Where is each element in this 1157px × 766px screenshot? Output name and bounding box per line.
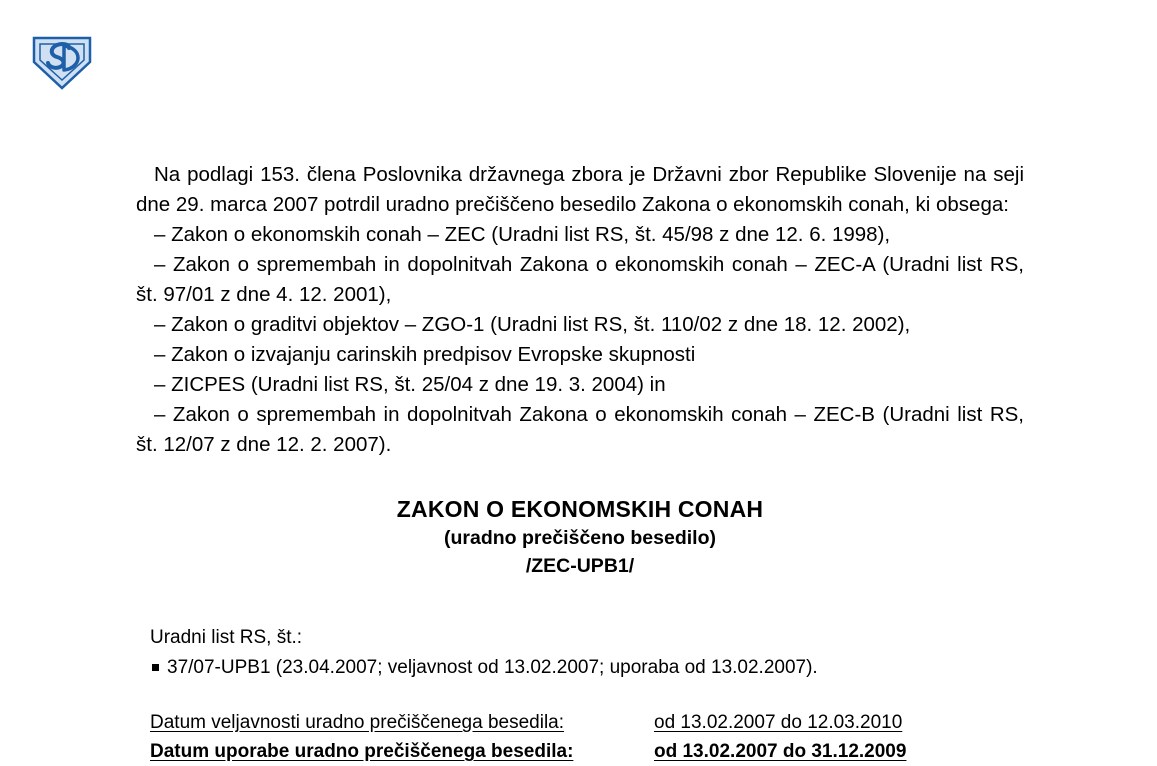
gazette-item xyxy=(150,654,1024,682)
list-item xyxy=(136,310,1024,340)
list-item-text: – Zakon o izvajanju carinskih predpisov Evropske skupnosti xyxy=(154,343,696,366)
intro-paragraph: Na podlagi 153. člena Poslovnika državnega zbora je Državni zbor Republike Slovenije na seji dne 29. marca 2007 potrdil uradno prečiščeno besedilo Zakona o ekonomskih conah, ki obsega: xyxy=(136,163,1024,216)
list-item-text: – Zakon o ekonomskih conah – ZEC (Uradni list RS, št. 45/98 z dne 12. 6. 1998), xyxy=(154,223,891,246)
title-subtitle: (uradno prečiščeno besedilo) xyxy=(444,527,716,549)
gazette-label: Uradni list RS, št.: xyxy=(150,627,303,648)
validity-date-value: od 13.02.2007 do 12.03.2010 xyxy=(654,712,903,733)
list-item xyxy=(136,400,1024,460)
list-item xyxy=(136,370,1024,400)
application-date-value: od 13.02.2007 do 31.12.2009 xyxy=(654,741,907,762)
application-date-label: Datum uporabe uradno prečiščenega besedila: xyxy=(150,741,574,762)
gazette-item-text: 37/07-UPB1 (23.04.2007; veljavnost od 13.02.2007; uporaba od 13.02.2007). xyxy=(167,657,818,678)
square-bullet-icon xyxy=(152,664,159,671)
dz-logo-icon xyxy=(24,28,100,94)
list-item xyxy=(136,220,1024,250)
gazette-block xyxy=(150,624,1024,682)
list-item xyxy=(136,340,1024,370)
title-code: /ZEC-UPB1/ xyxy=(525,555,635,577)
validity-date-label: Datum veljavnosti uradno prečiščenega besedila: xyxy=(150,712,565,733)
validity-dates xyxy=(150,708,1024,766)
application-date-row xyxy=(150,737,1024,766)
list-item-text: – ZICPES (Uradni list RS, št. 25/04 z dne 19. 3. 2004) in xyxy=(154,373,666,396)
title-block xyxy=(136,494,1024,580)
page-title: ZAKON O EKONOMSKIH CONAH xyxy=(396,496,764,522)
list-item xyxy=(136,250,1024,310)
document-body xyxy=(136,160,1024,766)
validity-date-row xyxy=(150,708,1024,737)
list-item-text: – Zakon o spremembah in dopolnitvah Zakona o ekonomskih conah – ZEC-B (Uradni list RS, št. 12/07 z dne 12. 2. 2007). xyxy=(136,403,1024,456)
list-item-text: – Zakon o spremembah in dopolnitvah Zakona o ekonomskih conah – ZEC-A (Uradni list RS, št. 97/01 z dne 4. 12. 2001), xyxy=(136,253,1024,306)
list-item-text: – Zakon o graditvi objektov – ZGO-1 (Uradni list RS, št. 110/02 z dne 18. 12. 2002), xyxy=(154,313,911,336)
